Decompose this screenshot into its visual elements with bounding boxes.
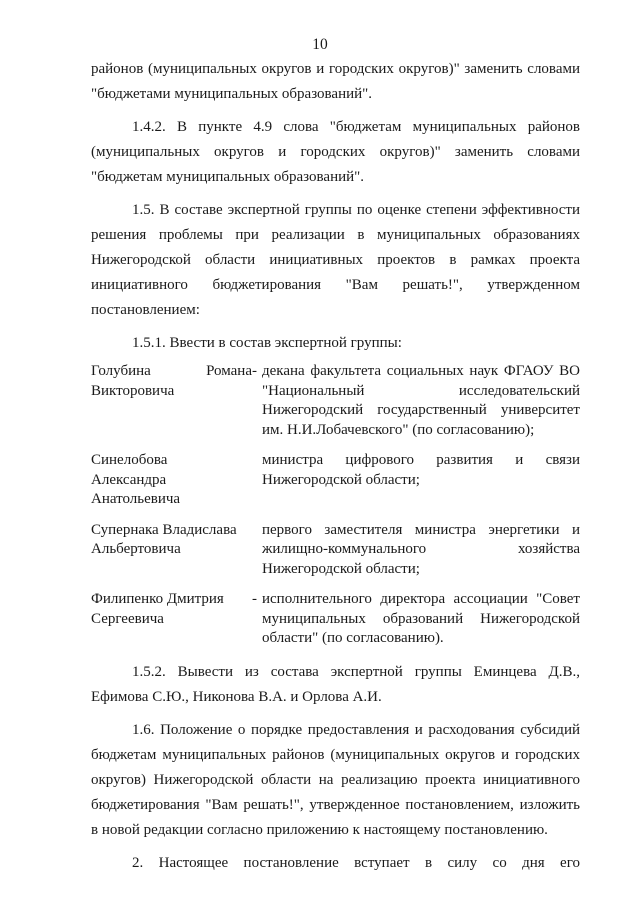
page-number: 10 xyxy=(312,36,328,53)
roster-given-name: Романа xyxy=(206,363,252,379)
paragraph-1-5: 1.5. В составе экспертной группы по оценке степени эффективности решения проблемы при реализации в муниципальных образованиях Нижегородской области инициативных проектов в рамках проекта инициативного бюджетирования "Вам решать!", утвержденном постановлением: xyxy=(91,202,580,318)
roster-name-first-line xyxy=(91,362,252,382)
roster-dash xyxy=(252,451,258,510)
roster-entry xyxy=(91,451,580,510)
roster-person-name: Филипенко Дмитрия Сергеевича xyxy=(91,591,224,627)
roster-entry xyxy=(91,362,580,440)
roster-position: исполнительного директора ассоциации "Совет муниципальных образований Нижегородской области" (по согласованию). xyxy=(262,591,580,646)
roster-person-name: Синелобова Александра Анатольевича xyxy=(91,452,181,507)
paragraph-1-4-2: 1.4.2. В пункте 4.9 слова "бюджетам муниципальных районов (муниципальных округов и городских округов)" заменить словами "бюджетам муниципальных образований". xyxy=(91,119,580,185)
roster-person-name xyxy=(91,362,252,440)
expert-group-roster xyxy=(91,362,580,649)
spacer xyxy=(91,323,580,331)
roster-person-name: Супернака Владислава Альбертовича xyxy=(91,521,237,557)
roster-position: первого заместителя министра энергетики и жилищно-коммунального хозяйства Нижегородской области; xyxy=(262,521,580,577)
paragraph-1-6: 1.6. Положение о порядке предоставления и расходования субсидий бюджетам муниципальных районов (муниципальных округов и городских округов) Нижегородской области на реализацию проекта инициативного бюджетирования "Вам решать!", утвержденное постановлением, изложить в новой редакции согласно приложению к настоящему постановлению. xyxy=(91,721,580,838)
spacer xyxy=(91,190,580,198)
roster-patronymic: Викторовича xyxy=(91,382,175,399)
paragraph-continuation-1: районов (муниципальных округов и городских округов)" заменить словами xyxy=(91,61,580,77)
roster-entry xyxy=(91,521,580,580)
paragraph-2: 2. Настоящее постановление вступает в силу со дня его xyxy=(132,854,580,871)
paragraph-1-5-1: 1.5.1. Ввести в состав экспертной группы: xyxy=(132,335,402,351)
roster-dash: - xyxy=(252,363,257,379)
spacer xyxy=(91,107,580,115)
paragraph-continuation-2: "бюджетами муниципальных образований". xyxy=(91,86,373,102)
paragraph-1-5-2: 1.5.2. Вывести из состава экспертной группы Еминцева Д.В., Ефимова С.Ю., Никонова В.А. и Орлова А.И. xyxy=(91,663,580,705)
roster-dash xyxy=(252,521,258,580)
roster-entry xyxy=(91,590,580,649)
document-body xyxy=(91,57,580,876)
spacer xyxy=(91,710,580,718)
spacer xyxy=(91,843,580,851)
roster-position: декана факультета социальных наук ФГАОУ ВО "Национальный исследовательский Нижегородский государственный университет им. Н.И.Лобачевского" (по согласованию); xyxy=(262,363,580,438)
roster-position: министра цифрового развития и связи Нижегородской области; xyxy=(262,452,580,488)
roster-dash: - xyxy=(252,591,257,607)
roster-surname: Голубина xyxy=(91,363,151,379)
